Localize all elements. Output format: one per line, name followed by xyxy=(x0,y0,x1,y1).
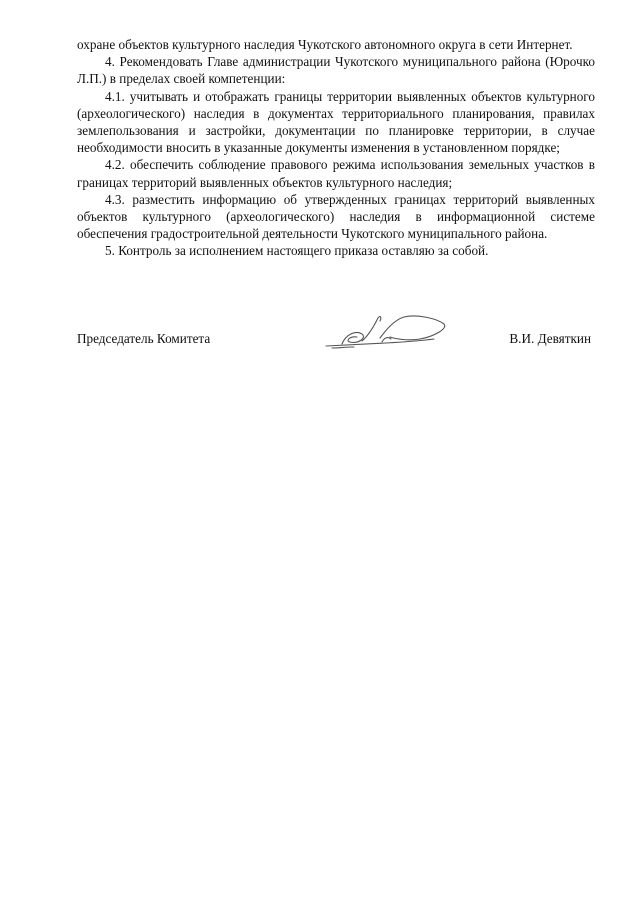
paragraph-continuation: охране объектов культурного наследия Чукотского автономного округа в сети Интернет. xyxy=(77,37,573,52)
paragraph-item-5: 5. Контроль за исполнением настоящего приказа оставляю за собой. xyxy=(105,243,489,259)
paragraph-item-4: 4. Рекомендовать Главе администрации Чукотского муниципального района (Юрочко Л.П.) в пределах своей компетенции: xyxy=(77,54,595,87)
paragraph-item-4-3: 4.3. разместить информацию об утвержденных границах территорий выявленных объектов культурного (археологического) наследия в информационной системе обеспечения градостроительной деятельности Чукотского муниципального района. xyxy=(77,191,595,242)
document-body xyxy=(77,36,595,260)
paragraph-item-4-1: 4.1. учитывать и отображать границы территории выявленных объектов культурного (археологического) наследия в документах территориального планирования, правилах землепользования и застройки, документации по планировке территории, в случае необходимости вносить в указанные документы изменения в установленном порядке; xyxy=(77,88,595,156)
signatory-title: Председатель Комитета xyxy=(77,331,211,346)
signatory-name: В.И. Девяткин xyxy=(509,331,591,346)
paragraph-item-4-2: 4.2. обеспечить соблюдение правового режима использования земельных участков в границах территорий выявленных объектов культурного наследия; xyxy=(77,157,595,190)
handwritten-signature xyxy=(324,308,450,354)
